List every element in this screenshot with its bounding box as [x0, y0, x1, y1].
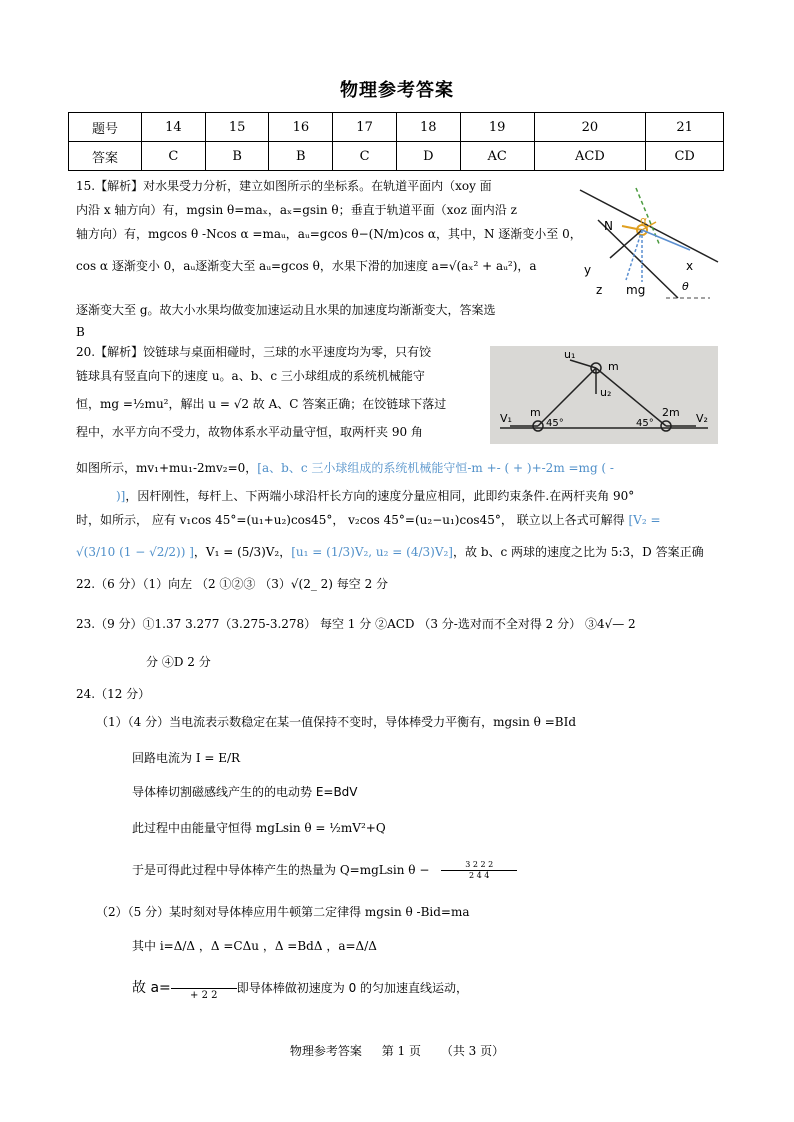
q15-line: 内沿 x 轴方向）有，mgsin θ=maₓ，aₓ=gsin θ；垂直于轨道平面（xoz 面内沿 z	[76, 203, 517, 217]
q20-photo-diagram	[490, 346, 718, 444]
q20-line: 恒，mg =½mu²，解出 u = √2 故 A、C 答案正确；在饺链球下落过	[76, 397, 447, 411]
q15-line: 逐渐变大至 g。故大小水果均做变加速运动且水果的加速度均渐渐变大，答案选	[76, 303, 496, 317]
table-row	[69, 113, 724, 142]
label-v1: V₁	[500, 412, 512, 425]
page-title: 物理参考答案	[340, 80, 454, 101]
label-v2: V₂	[696, 412, 708, 425]
table-cell: 14	[142, 113, 206, 142]
table-cell: ACD	[534, 142, 646, 171]
table-cell: 19	[460, 113, 534, 142]
q24-line: （2）（5 分）某时刻对导体棒应用牛顿第二定律得 mgsin θ -Bid=ma	[96, 905, 470, 919]
table-cell: B	[269, 142, 333, 171]
fraction-bottom: + 2 2	[171, 988, 237, 1003]
x-axis-arrow	[642, 230, 690, 250]
q24-line: 回路电流为 I = E/R	[132, 751, 241, 765]
table-header-cell: 题号	[69, 113, 142, 142]
table-cell: 17	[333, 113, 397, 142]
page-footer	[0, 1042, 794, 1059]
label-z: z	[596, 283, 603, 297]
q24-line	[132, 976, 468, 1003]
label-x: x	[686, 259, 694, 273]
label-u2: u₂	[600, 386, 612, 399]
table-cell: CD	[646, 142, 724, 171]
fraction-top: 3 2 2 2	[465, 860, 494, 869]
table-header-cell: 答案	[69, 142, 142, 171]
q20-blue-text: √(3/10 (1 − √2/2)) ]	[76, 545, 194, 559]
label-45-right: 45°	[636, 418, 654, 429]
footer-total: （共 3 页）	[440, 1044, 505, 1058]
label-theta: θ	[682, 280, 689, 293]
fraction-bottom: 2 4 4	[441, 870, 517, 881]
q20-line: 20.【解析】饺链球与桌面相碰时，三球的水平速度均为零，只有饺	[76, 345, 432, 359]
q20-blue-text: [a、b、c 三小球组成的系统机械能守恒-m +- ( + )+-2m =mg ( -	[257, 461, 614, 475]
label-m-left: m	[530, 406, 541, 419]
q24-line	[132, 858, 517, 882]
q24-line: （1）（4 分）当电流表示数稳定在某一值保持不变时，导体棒受力平衡有，mgsin θ =BId	[96, 715, 577, 729]
q20-blue-text: [V₂ =	[628, 513, 661, 527]
q22-line: 22.（6 分）（1）向左 （2 ①②③ （3）√(2_ 2) 每空 2 分	[76, 577, 389, 591]
q15-line: 15.【解析】对水果受力分析，建立如图所示的坐标系。在轨道平面内（xoy 面	[76, 179, 492, 193]
q24-heading: 24.（12 分）	[76, 687, 151, 701]
y-axis-arrow	[610, 230, 642, 258]
q24-text: 故 a=	[132, 980, 171, 996]
q15-force-diagram	[570, 186, 720, 302]
q20-text: ，因杆刚性，每杆上、下两端小球沿杆长方向的速度分量应相同，此即约束条件.在两杆夹角 90°	[125, 489, 635, 503]
q24-line: 其中 i=Δ/Δ ，Δ =CΔu ，Δ =BdΔ ，a=Δ/Δ	[132, 939, 377, 953]
q20-line: 链球具有竖直向下的速度 u。a、b、c 三小球组成的系统机械能守	[76, 369, 425, 383]
q20-blue-text: )]	[116, 489, 126, 503]
label-45-left: 45°	[546, 418, 564, 429]
q20-line	[76, 540, 704, 564]
label-alpha: α	[640, 214, 648, 227]
table-row	[69, 142, 724, 171]
table-cell: 16	[269, 113, 333, 142]
q20-text: 时，如所示， 应有 v₁cos 45°=(u₁+u₂)cos45°， v₂cos 45°=(u₂−u₁)cos45°， 联立以上各式可解得	[76, 513, 625, 527]
label-u1: u₁	[564, 348, 576, 361]
table-cell: 21	[646, 113, 724, 142]
q20-text: ，V₁ = (5/3)V₂，	[193, 545, 292, 559]
table-cell: C	[333, 142, 397, 171]
table-cell: B	[205, 142, 269, 171]
q20-line	[116, 484, 634, 508]
table-cell: 20	[534, 113, 646, 142]
q20-text: ，故 b、c 两球的速度之比为 5:3，D 答案正确	[453, 545, 704, 559]
answer-table	[68, 112, 724, 171]
q15-line: 轴方向）有，mgcos θ -Ncos α =maᵤ，aᵤ=gcos θ−(N/m)cos α，其中，N 逐渐变小至 0，	[76, 227, 582, 241]
q20-text: 如图所示，mv₁+mu₁-2mv₂=0，	[76, 461, 258, 475]
table-cell: D	[396, 142, 460, 171]
label-y: y	[584, 263, 592, 277]
label-2m: 2m	[662, 406, 680, 419]
label-n: N	[604, 219, 613, 233]
q23-line: 23.（9 分）①1.37 3.277（3.275-3.278） 每空 1 分 ②ACD （3 分-选对而不全对得 2 分） ③4√— 2	[76, 617, 636, 631]
table-cell: AC	[460, 142, 534, 171]
table-cell: 15	[205, 113, 269, 142]
footer-title: 物理参考答案	[289, 1044, 362, 1058]
q15-line: cos α 逐渐变小 0，aᵤ逐渐变大至 aᵤ=gcos θ，水果下滑的加速度 a=√(aₓ² + aᵤ²)，a	[76, 259, 537, 273]
q23-line: 分 ④D 2 分	[146, 655, 211, 669]
q20-line	[76, 456, 614, 480]
q20-line	[76, 508, 661, 532]
q15-line: B	[76, 325, 85, 339]
q20-line: 程中，水平方向不受力，故物体系水平动量守恒，取两杆夹 90 角	[76, 425, 423, 439]
table-cell: C	[142, 142, 206, 171]
q24-fraction	[441, 860, 517, 881]
label-m-top: m	[608, 360, 619, 373]
q24-text: 即导体棒做初速度为 0 的匀加速直线运动，	[236, 981, 469, 995]
q24-line: 导体棒切割磁感线产生的的电动势 E=BdV	[132, 785, 358, 799]
q20-blue-text: [u₁ = (1/3)V₂, u₂ = (4/3)V₂]	[291, 545, 453, 559]
q24-line: 此过程中由能量守恒得 mgLsin θ = ½mV²+Q	[132, 821, 386, 835]
q20-diagram-svg	[490, 346, 718, 444]
label-mg: mg	[626, 283, 646, 297]
footer-page: 第 1 页	[381, 1044, 421, 1058]
table-cell: 18	[396, 113, 460, 142]
q24-text: 于是可得此过程中导体棒产生的热量为 Q=mgLsin θ −	[132, 863, 430, 877]
